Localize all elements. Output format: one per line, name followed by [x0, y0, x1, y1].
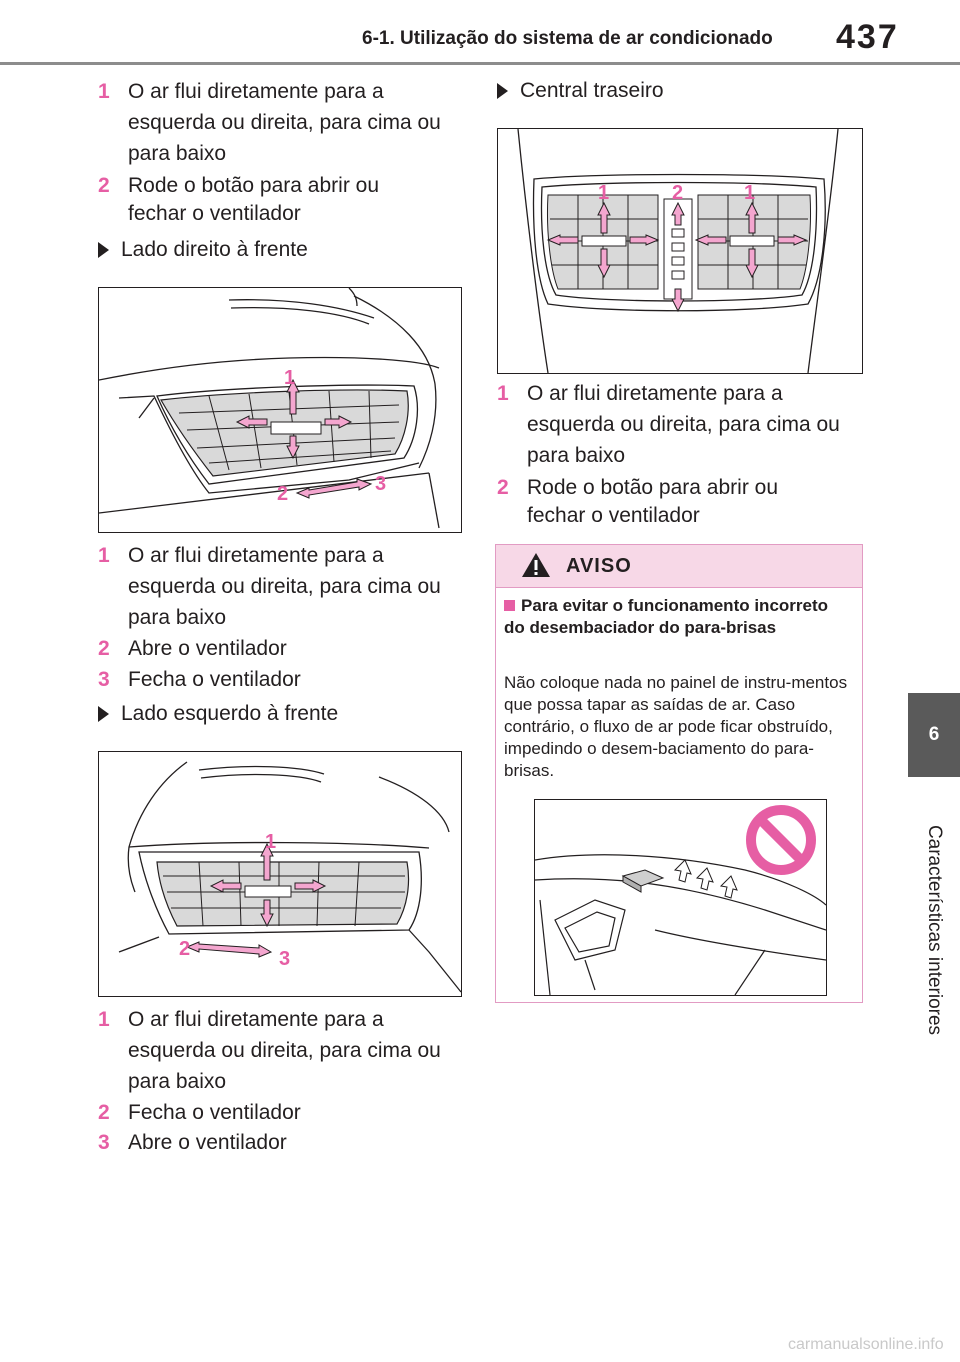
- figure-label: 1: [265, 831, 277, 853]
- item-number: 1: [98, 1008, 110, 1031]
- warning-header: [496, 545, 862, 588]
- figure-label: 2: [179, 938, 191, 960]
- item-number: 2: [98, 1101, 110, 1124]
- figure-label: 2: [672, 182, 684, 204]
- figure-label: 3: [375, 473, 387, 495]
- chapter-title: Características interiores: [924, 824, 945, 1036]
- item-text: Rode o botão para abrir ou fechar o ventilador: [527, 476, 779, 527]
- subheading-left-front: Lado esquerdo à frente: [98, 702, 338, 726]
- item-text: O ar flui diretamente para a esquerda ou direita, para cima ou para baixo: [128, 80, 441, 165]
- item-text: Rode o botão para abrir ou fechar o ventilador: [128, 174, 380, 225]
- item-text: O ar flui diretamente para a esquerda ou direita, para cima ou para baixo: [527, 382, 840, 467]
- warning-triangle-icon: [520, 551, 552, 579]
- warning-body: Não coloque nada no painel de instru-mentos que possa tapar as saídas de ar. Caso contrário, o fluxo de ar pode ficar obstruído, impedindo o desem-baciamento do para-brisas.: [504, 673, 848, 780]
- item-text: Abre o ventilador: [128, 1131, 287, 1154]
- item-number: 3: [98, 1131, 110, 1154]
- item-number: 1: [497, 382, 509, 405]
- warning-box: [495, 544, 863, 1003]
- figure-label: 3: [279, 948, 291, 970]
- footer-watermark: carmanualsonline.info: [788, 1336, 944, 1353]
- item-number: 1: [98, 80, 110, 103]
- triangle-bullet-icon: [98, 242, 109, 258]
- warning-subtitle: Para evitar o funcionamento incorreto do desembaciador do para-brisas: [504, 596, 829, 637]
- item-text: O ar flui diretamente para a esquerda ou direita, para cima ou para baixo: [128, 1008, 441, 1093]
- figure-label: 2: [277, 483, 289, 505]
- item-text: Fecha o ventilador: [128, 1101, 301, 1124]
- figure-right-front-vent: [98, 287, 462, 533]
- item-text: O ar flui diretamente para a esquerda ou direita, para cima ou para baixo: [128, 544, 441, 629]
- chapter-tab[interactable]: [908, 693, 960, 777]
- subheading-right-front: Lado direito à frente: [98, 238, 308, 262]
- triangle-bullet-icon: [497, 83, 508, 99]
- header-divider: [0, 62, 960, 65]
- figure-label: 1: [744, 182, 756, 204]
- item-number: 2: [98, 637, 110, 660]
- figure-label: 1: [598, 182, 610, 204]
- figure-rear-center-vent: [497, 128, 863, 374]
- item-text: Fecha o ventilador: [128, 668, 301, 691]
- item-number: 2: [497, 476, 509, 499]
- item-text: Abre o ventilador: [128, 637, 287, 660]
- subheading-rear-center: Central traseiro: [497, 79, 664, 103]
- chapter-number: 6: [928, 724, 940, 745]
- page-number: 437: [836, 18, 899, 56]
- item-number: 3: [98, 668, 110, 691]
- figure-dashboard-prohibited: [534, 799, 827, 996]
- item-number: 2: [98, 174, 110, 197]
- triangle-bullet-icon: [98, 706, 109, 722]
- item-number: 1: [98, 544, 110, 567]
- square-bullet-icon: [504, 600, 515, 611]
- figure-left-front-vent: [98, 751, 462, 997]
- warning-title: AVISO: [566, 555, 632, 577]
- section-title: 6-1. Utilização do sistema de ar condicionado: [362, 28, 773, 49]
- figure-label: 1: [284, 367, 296, 389]
